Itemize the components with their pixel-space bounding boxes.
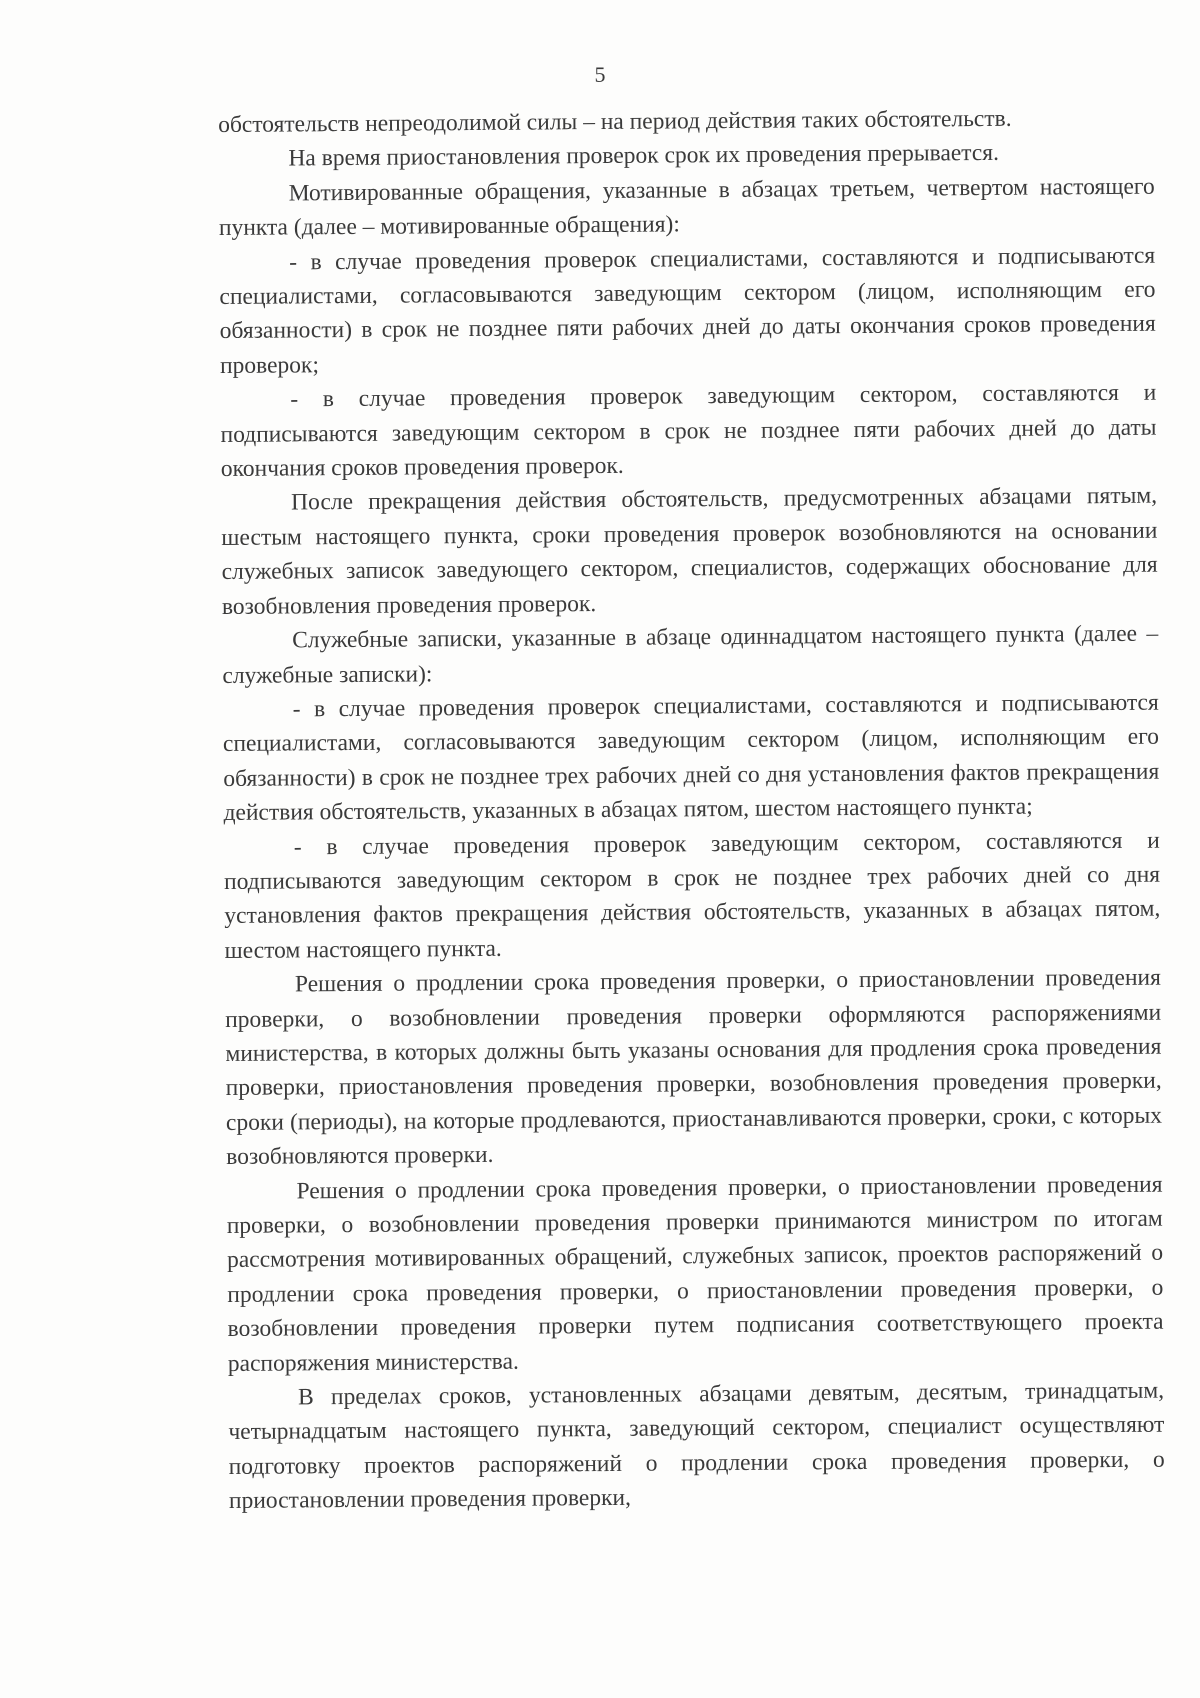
paragraph-12: В пределах сроков, установленных абзацами девятым, десятым, тринадцатым, четырнадцатым настоящего пункта, заведующий сектором, специалист осуществляют подготовку проектов распоряжений о продлении срока проведения проверки, о приостановлении проведения проверки, (228, 1377, 1165, 1515)
paragraph-6: После прекращения действия обстоятельств, предусмотренных абзацами пятым, шестым настоящего пункта, сроки проведения проверок возобновляются на основании служебных записок заведующего сектором, специалистов, содержащих обоснование для возобновления проведения проверок. (221, 483, 1158, 620)
page-number: 5 (594, 62, 606, 87)
paragraph-3: Мотивированные обращения, указанные в абзацах третьем, четвертом настоящего пункта (далее – мотивированные обращения): (218, 173, 1155, 242)
paragraph-1: обстоятельств непреодолимой силы – на период действия таких обстоятельств. (218, 105, 1012, 138)
document-body (218, 101, 1165, 1519)
paragraph-8: - в случае проведения проверок специалистами, составляются и подписываются специалистами, согласовываются заведующим сектором (лицом, исполняющим его обязанности) в срок не позднее трех рабочих дней со дня установления фактов прекращения действия обстоятельств, указанных в абзацах пятом, шестом настоящего пункта; (222, 689, 1160, 827)
paragraph-4: - в случае проведения проверок специалистами, составляются и подписываются специалистами, согласовываются заведующим сектором (лицом, исполняющим его обязанности) в срок не позднее пяти рабочих дней до даты окончания сроков проведения проверок; (219, 242, 1156, 379)
paragraph-10: Решения о продлении срока проведения проверки, о приостановлении проведения проверки, о возобновлении проведения проверки оформляются распоряжениями министерства, в которых должны быть указаны основания для продления срока проведения проверки, приостановления проведения проверки, возобновления проведения проверки, сроки (периоды), на которые продлеваются, приостанавливаются проверки, сроки, с которых возобновляются проверки. (225, 964, 1163, 1171)
paragraph-7: Служебные записки, указанные в абзаце одиннадцатом настоящего пункта (далее – служебные записки): (222, 620, 1159, 689)
paragraph-11: Решения о продлении срока проведения проверки, о приостановлении проведения проверки, о возобновлении проведения проверки принимаются министром по итогам рассмотрения мотивированных обращений, служебных записок, проектов распоряжений о продлении срока проведения проверки, о приостановлении проведения проверки, о возобновлении проведения проверки путем подписания соответствующего проекта распоряжения министерства. (226, 1171, 1164, 1377)
paragraph-5: - в случае проведения проверок заведующим сектором, составляются и подписываются заведующим сектором в срок не позднее пяти рабочих дней до даты окончания сроков проведения проверок. (220, 379, 1157, 483)
paragraph-9: - в случае проведения проверок заведующим сектором, составляются и подписываются заведующим сектором в срок не позднее трех рабочих дней со дня установления фактов прекращения действия обстоятельств, указанных в абзацах пятом, шестом настоящего пункта. (223, 827, 1161, 964)
paragraph-2: На время приостановления проверок срок их проведения прерывается. (288, 140, 1000, 172)
